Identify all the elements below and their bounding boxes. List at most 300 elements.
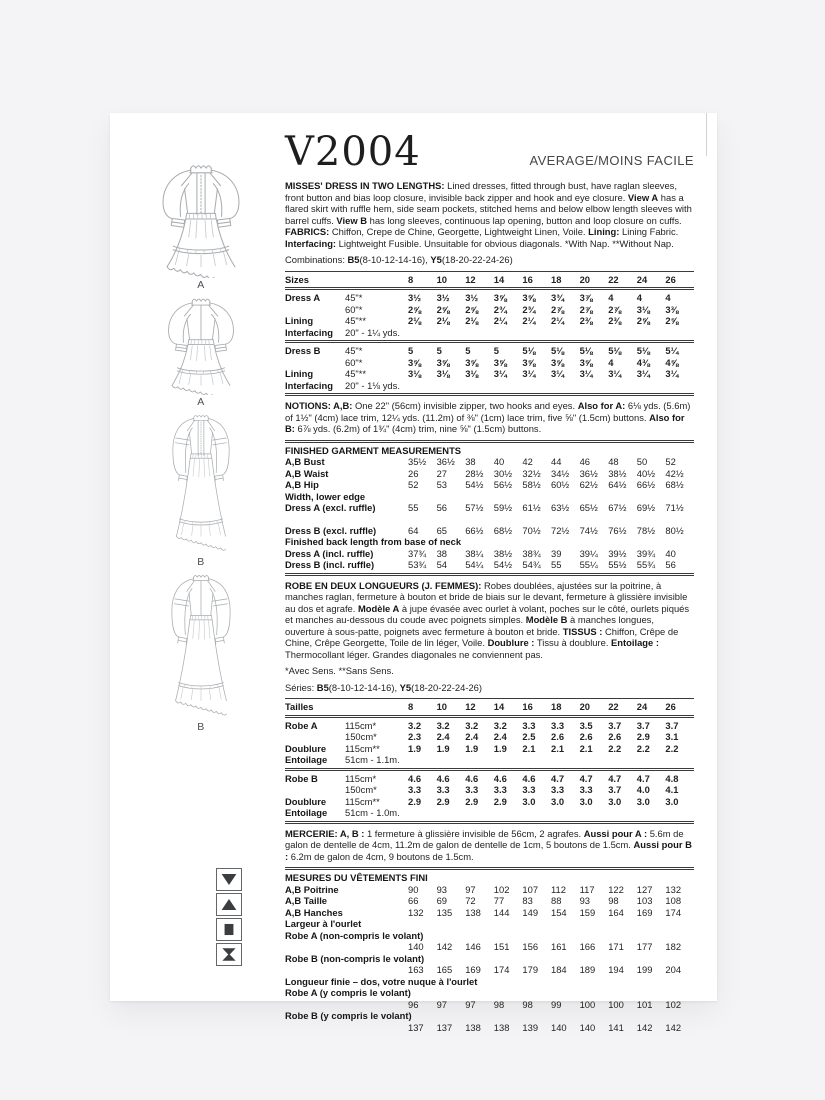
table-cell: 3⅝ — [551, 356, 565, 368]
table-cell: 141 — [608, 1021, 624, 1033]
row-sublabel: 115cm* — [345, 772, 377, 784]
table-cell: 42½ — [665, 467, 684, 479]
row-heading: Largeur à l'ourlet — [285, 918, 362, 929]
bold-text-run: B5 — [347, 254, 360, 265]
table-row — [285, 807, 694, 819]
description-english — [285, 180, 694, 249]
table-row — [285, 380, 694, 392]
table-cell: 3⅝ — [493, 356, 507, 368]
table-cell: 3⅝ — [436, 356, 450, 368]
table-cell: 184 — [551, 964, 567, 975]
row-sublabel: 20" - 1⅛ yds. — [345, 379, 400, 391]
text-run: Combinations: — [285, 254, 348, 265]
table-row — [285, 964, 694, 976]
table-cell: 2⅛ — [408, 315, 422, 326]
table-cell: 38 — [436, 547, 448, 559]
table-cell: 3¾ — [551, 292, 565, 303]
table-cell: 22 — [608, 701, 619, 712]
text-run: Thermocollant léger. Grandes diagonales ne conviennent pas. — [285, 648, 543, 660]
table-cell: 3¼ — [608, 368, 622, 379]
nap-note-french: *Avec Sens. **Sans Sens. — [285, 665, 394, 676]
table-cell: 4.7 — [551, 772, 565, 784]
table-cell: 54 — [436, 559, 448, 570]
table-cell: 3.2 — [493, 719, 507, 731]
table-cell: 39 — [551, 547, 562, 559]
table-cell: 3.7 — [665, 719, 679, 731]
row-heading: Robe A (non-compris le volant) — [285, 929, 424, 941]
table-cell: 98 — [608, 895, 619, 906]
header — [285, 131, 694, 173]
bold-text-run: Lining: — [588, 226, 620, 237]
table-cell: 189 — [579, 964, 596, 975]
row-sublabel: 60"* — [345, 303, 363, 315]
row-label: Interfacing — [285, 379, 333, 391]
table-cell: 10 — [436, 273, 448, 285]
view-b-front-illustration — [157, 412, 245, 572]
table-cell: 169 — [636, 906, 653, 918]
table-cell: 56½ — [493, 479, 513, 490]
table-cell: 3½ — [465, 292, 479, 303]
table-cell: 112 — [551, 883, 566, 895]
row-label — [285, 784, 345, 796]
table-cell: 72 — [465, 895, 476, 906]
table-cell: 69 — [436, 895, 448, 906]
table-row — [285, 357, 694, 369]
table-cell: 5⅛ — [579, 345, 593, 356]
table-cell: 3¼ — [665, 368, 679, 379]
table-cell: 44 — [551, 456, 562, 467]
row-label: Dress B — [285, 345, 321, 356]
table-row — [285, 731, 694, 743]
row-label: Lining — [285, 368, 314, 379]
table-cell: 3⅝ — [579, 356, 593, 368]
notions-paragraph — [285, 400, 694, 435]
table-cell: 3.1 — [665, 731, 679, 742]
text-run: Tissu à doublure. — [534, 637, 612, 648]
table-cell: 3.0 — [608, 795, 622, 807]
bold-text-run: Aussi pour A : — [583, 827, 648, 839]
view-label: A — [197, 396, 205, 408]
row-label: Interfacing — [285, 326, 333, 338]
table-cell: 165 — [436, 964, 453, 975]
bold-text-run: TISSUS : — [562, 625, 603, 637]
table-cell: 38¼ — [465, 547, 484, 559]
table-cell: 18 — [551, 701, 562, 712]
table-cell: 52 — [665, 456, 676, 467]
table-cell: 199 — [636, 964, 653, 975]
table-cell: 4⅜ — [636, 356, 650, 368]
row-sublabel: 115cm** — [345, 795, 380, 807]
yardage-table-english — [285, 271, 694, 397]
table-cell: 2⅝ — [436, 303, 450, 315]
table-row — [285, 1022, 694, 1034]
bold-text-run: Modèle B — [525, 614, 568, 625]
table-cell: 3.0 — [551, 795, 565, 807]
table-row — [285, 720, 694, 732]
row-sublabel: 45"* — [345, 345, 363, 356]
table-cell: 97 — [465, 998, 476, 1010]
table-cell: 3¼ — [493, 368, 507, 379]
table-cell: 52 — [408, 479, 419, 490]
view-label: B — [197, 556, 205, 568]
up-triangle-icon — [216, 893, 242, 916]
table-cell: 5¼ — [665, 345, 679, 356]
bold-text-run: Y5 — [399, 681, 412, 693]
bold-text-run: Also for B: — [285, 411, 685, 434]
row-label — [285, 941, 408, 953]
table-cell: 54¾ — [522, 559, 541, 570]
table-cell: 3.3 — [493, 784, 507, 795]
text-run: (8-10-12-14-16), — [328, 681, 400, 693]
table-cell: 194 — [608, 964, 624, 975]
table-cell: 4.8 — [665, 772, 679, 784]
text-run: Chiffon, Crepe de Chine, Georgette, Lightweight Linen, Voile. — [329, 226, 589, 237]
table-cell: 69½ — [636, 502, 656, 513]
table-row — [285, 895, 694, 907]
table-cell: 4⅝ — [665, 356, 679, 368]
bold-text-run: MERCERIE: A, B : — [285, 827, 365, 839]
table-cell: 159 — [579, 906, 596, 918]
table-row — [285, 907, 694, 919]
table-cell: 5⅛ — [608, 345, 622, 356]
table-cell: 2.2 — [636, 742, 650, 754]
bold-text-run: Modèle A — [357, 602, 400, 614]
table-cell: 154 — [551, 906, 567, 918]
square-icon — [216, 918, 242, 941]
cutting-symbols-strip — [216, 868, 244, 966]
table-cell: 2.9 — [636, 731, 650, 742]
divider — [285, 867, 694, 870]
row-sublabel: 60"* — [345, 356, 363, 368]
table-cell: 2⅝ — [636, 315, 650, 326]
table-cell: 179 — [522, 964, 539, 975]
text-run: (18-20-22-24-26) — [411, 681, 482, 693]
table-cell: 174 — [493, 964, 510, 975]
table-row — [285, 491, 694, 503]
text-run: Robes doublées, ajustées sur la poitrine, à manches raglan, fermeture à bouton et bride de biais sur le devant, fermeture à glissière invisible au dos et agrafe. — [285, 579, 688, 614]
row-sublabel: 115cm* — [345, 719, 377, 731]
table-cell: 149 — [522, 906, 539, 918]
table-cell: 2.9 — [436, 795, 450, 807]
table-cell: 3.0 — [522, 795, 536, 807]
difficulty-label: AVERAGE/MOINS FACILE — [529, 153, 694, 168]
row-label: A,B Taille — [285, 895, 328, 906]
row-label: Entoilage — [285, 754, 328, 765]
table-cell: 171 — [608, 941, 624, 952]
table-cell: 2⅛ — [436, 315, 450, 326]
table-row — [285, 315, 694, 327]
table-cell: 64 — [408, 524, 419, 536]
table-cell: 93 — [436, 883, 448, 895]
table-row — [285, 368, 694, 380]
fold-mark-line — [706, 113, 707, 156]
table-row — [285, 525, 694, 537]
table-cell: 100 — [579, 998, 596, 1010]
table-cell: 97 — [465, 883, 476, 895]
row-sublabel: 51cm - 1.1m. — [345, 754, 400, 765]
table-cell: 151 — [493, 941, 510, 952]
text-run: (18-20-22-24-26) — [441, 254, 513, 265]
table-cell: 138 — [465, 1021, 481, 1033]
table-cell: 64½ — [608, 479, 627, 490]
table-cell: 97 — [436, 998, 448, 1010]
row-label — [285, 964, 408, 976]
table-cell: 140 — [579, 1021, 596, 1033]
table-cell: 74½ — [579, 524, 598, 536]
table-cell: 68½ — [493, 524, 513, 536]
table-cell: 20 — [579, 701, 591, 712]
table-cell: 3.3 — [522, 719, 536, 731]
bold-text-run: View A — [627, 191, 659, 203]
bold-text-run: FABRICS: — [285, 226, 330, 237]
table-row — [285, 796, 694, 808]
table-cell: 2⅝ — [408, 303, 422, 315]
table-cell: 161 — [551, 941, 567, 952]
table-cell: 26 — [665, 273, 676, 285]
table-cell: 146 — [465, 941, 481, 952]
row-label — [285, 1022, 408, 1034]
table-cell: 65 — [436, 524, 448, 536]
table-cell: 3⅛ — [636, 303, 650, 315]
table-cell: 144 — [493, 906, 510, 918]
table-cell: 3.2 — [436, 719, 450, 731]
table-cell: 3.7 — [608, 784, 622, 795]
finished-measurements-table-en — [285, 456, 694, 576]
series-line — [285, 682, 694, 694]
table-row — [285, 773, 694, 785]
table-cell: 3¼ — [636, 368, 650, 379]
view-a-back-illustration — [158, 295, 244, 412]
table-row — [285, 941, 694, 953]
mercerie-paragraph — [285, 828, 694, 863]
combinations-line — [285, 254, 694, 266]
bold-text-run: Interfacing: — [285, 237, 337, 249]
table-cell: 53 — [436, 479, 448, 490]
bold-text-run: MISSES' DRESS IN TWO LENGTHS: — [285, 180, 448, 191]
table-cell: 3⅝ — [522, 356, 536, 368]
row-label: Dress B (excl. ruffle) — [285, 524, 377, 536]
table-cell: 164 — [608, 906, 624, 918]
divider — [285, 287, 694, 290]
table-cell: 12 — [465, 701, 476, 712]
table-cell: 2.9 — [408, 795, 422, 807]
table-cell: 55½ — [608, 559, 627, 570]
table-cell: 20 — [579, 273, 591, 285]
table-cell: 55¼ — [579, 559, 598, 570]
table-cell: 2.9 — [465, 795, 479, 807]
row-label: Dress A (incl. ruffle) — [285, 547, 374, 559]
table-cell: 1.9 — [436, 742, 450, 754]
table-cell: 38¾ — [522, 547, 541, 559]
table-cell: 2¼ — [493, 315, 507, 326]
table-cell: 16 — [522, 273, 533, 285]
text-run: 6⅞ yds. (6.2m) of 1¾" (4cm) trim, nine ⅝" (1.5cm) buttons. — [294, 423, 542, 434]
text-run: à manches longues, ouverture à sous-patte, poignets avec fermeture à bouton et bride. — [285, 614, 654, 637]
divider — [285, 440, 694, 443]
finished-measurements-title-fr: MESURES DU VÊTEMENTS FINI — [285, 872, 428, 883]
divider — [285, 715, 694, 718]
table-row — [285, 345, 694, 357]
row-label — [285, 731, 345, 743]
table-cell: 66½ — [636, 479, 656, 490]
table-cell: 18 — [551, 273, 562, 285]
table-cell: 4.6 — [493, 772, 507, 784]
table-cell: 54¼ — [465, 559, 484, 570]
text-run: 6.2m de galon de 4cm, 9 boutons de 1.5cm. — [288, 850, 474, 862]
description-french — [285, 580, 694, 661]
dress-b-front-drawing — [157, 412, 245, 555]
table-cell: 2.5 — [522, 731, 536, 742]
table-cell: 26 — [408, 467, 419, 479]
table-cell: 2⅝ — [665, 315, 679, 326]
row-sublabel: 115cm** — [345, 742, 380, 754]
table-cell: 3¼ — [522, 368, 536, 379]
table-cell: 2.4 — [465, 731, 479, 742]
table-cell: 56 — [436, 502, 448, 513]
table-cell: 140 — [551, 1021, 567, 1033]
text-run: (8-10-12-14-16), — [359, 254, 431, 265]
table-cell: 3.0 — [665, 795, 679, 807]
table-cell: 24 — [636, 273, 648, 285]
table-cell: 14 — [493, 273, 505, 285]
table-cell: 46 — [579, 456, 591, 467]
table-cell: 58½ — [522, 479, 541, 490]
table-cell: 10 — [436, 701, 448, 712]
table-cell: 5⅛ — [636, 345, 650, 356]
table-cell: 76½ — [608, 524, 627, 536]
table-cell: 137 — [436, 1021, 453, 1033]
bold-text-run: Aussi pour B : — [285, 839, 692, 862]
table-cell: 99 — [551, 998, 562, 1010]
table-cell: 59½ — [493, 502, 513, 513]
table-cell: 27 — [436, 467, 448, 479]
table-cell: 72½ — [551, 524, 570, 536]
table-cell: 2.1 — [522, 742, 536, 754]
table-cell: 177 — [636, 941, 653, 952]
table-row — [285, 743, 694, 755]
divider — [285, 768, 694, 771]
table-row — [285, 304, 694, 316]
table-cell: 4.6 — [436, 772, 450, 784]
table-cell: 4 — [636, 292, 643, 303]
table-cell: 2⅜ — [608, 315, 622, 326]
content-column — [285, 131, 694, 1037]
text-run: Lined dresses, fitted through bust, have raglan sleeves, front button and bias loop closure, invisible back zipper and hook and eye closure. — [285, 180, 677, 203]
table-cell: 5⅛ — [551, 345, 565, 356]
table-row — [285, 456, 694, 468]
table-row — [285, 559, 694, 571]
view-a-front-illustration — [151, 161, 251, 295]
table-cell: 36½ — [579, 467, 598, 479]
table-cell: 3⅝ — [465, 356, 479, 368]
table-cell: 5 — [465, 345, 471, 356]
table-cell: 102 — [493, 883, 510, 895]
dress-a-front-drawing — [151, 161, 251, 278]
table-cell: 50 — [636, 456, 648, 467]
table-cell: 100 — [608, 998, 624, 1010]
table-row — [285, 999, 694, 1011]
table-row — [285, 1010, 694, 1022]
table-cell: 2⅝ — [465, 303, 479, 315]
table-cell: 55 — [551, 559, 562, 570]
table-cell: 83 — [522, 895, 533, 906]
table-cell: 26 — [665, 701, 676, 712]
row-label: A,B Hanches — [285, 906, 343, 918]
row-label: Sizes — [285, 273, 309, 285]
bold-text-run: Y5 — [430, 254, 442, 265]
table-cell: 2⅜ — [579, 315, 593, 326]
text-run: 5.6m de galon de dentelle de 4cm, 11.2m de galon de dentelle de 1cm, 5 boutons de 1.5cm. — [285, 827, 684, 850]
table-cell: 3¼ — [551, 368, 565, 379]
bold-text-run: Also for A: — [577, 400, 626, 411]
row-label: A,B Poitrine — [285, 883, 339, 895]
table-cell: 3.5 — [579, 719, 593, 731]
table-row — [285, 502, 694, 514]
table-cell: 108 — [665, 895, 682, 906]
table-cell: 42 — [522, 456, 533, 467]
table-cell: 140 — [408, 941, 424, 952]
table-cell: 3⅝ — [408, 356, 422, 368]
table-row — [285, 548, 694, 560]
table-cell: 16 — [522, 701, 533, 712]
view-label: B — [197, 721, 205, 733]
dress-a-back-drawing — [158, 295, 244, 395]
row-sublabel: 150cm* — [345, 731, 377, 742]
divider — [285, 393, 694, 396]
bold-text-run: B5 — [316, 681, 329, 693]
table-cell: 55¾ — [636, 559, 656, 570]
table-cell: 12 — [465, 273, 476, 285]
table-row — [285, 987, 694, 999]
table-cell: 2⅞ — [579, 303, 593, 315]
table-cell: 4.6 — [522, 772, 536, 784]
table-cell: 54½ — [465, 479, 484, 490]
row-label: A,B Hip — [285, 479, 319, 490]
table-cell: 78½ — [636, 524, 656, 536]
table-cell: 3¼ — [579, 368, 593, 379]
table-row — [285, 976, 694, 988]
table-cell: 3.3 — [465, 784, 479, 795]
table-cell: 63½ — [551, 502, 570, 513]
finished-measurements-table-fr — [285, 884, 694, 1034]
table-cell: 66 — [408, 895, 419, 906]
table-cell: 71½ — [665, 502, 684, 513]
divider — [285, 821, 694, 824]
row-label: Dress A — [285, 292, 321, 303]
table-cell: 54½ — [493, 559, 513, 570]
table-cell: 132 — [665, 883, 682, 895]
table-cell: 156 — [522, 941, 539, 952]
row-sublabel: 20" - 1¼ yds. — [345, 326, 400, 338]
table-cell: 32½ — [522, 467, 541, 479]
table-cell: 96 — [408, 998, 419, 1010]
table-cell: 57½ — [465, 502, 484, 513]
table-cell: 40 — [493, 456, 505, 467]
table-cell: 3⅛ — [465, 368, 479, 379]
table-cell: 3⅛ — [436, 368, 450, 379]
table-row — [285, 468, 694, 480]
table-cell: 138 — [465, 906, 481, 918]
table-cell: 53¾ — [408, 559, 427, 570]
table-cell: 77 — [493, 895, 505, 906]
table-row — [285, 930, 694, 942]
row-label — [285, 999, 408, 1011]
table-cell: 107 — [522, 883, 539, 895]
table-cell: 67½ — [608, 502, 627, 513]
yardage-table-french — [285, 698, 694, 824]
table-cell: 117 — [579, 883, 595, 895]
table-cell: 142 — [665, 1021, 682, 1033]
